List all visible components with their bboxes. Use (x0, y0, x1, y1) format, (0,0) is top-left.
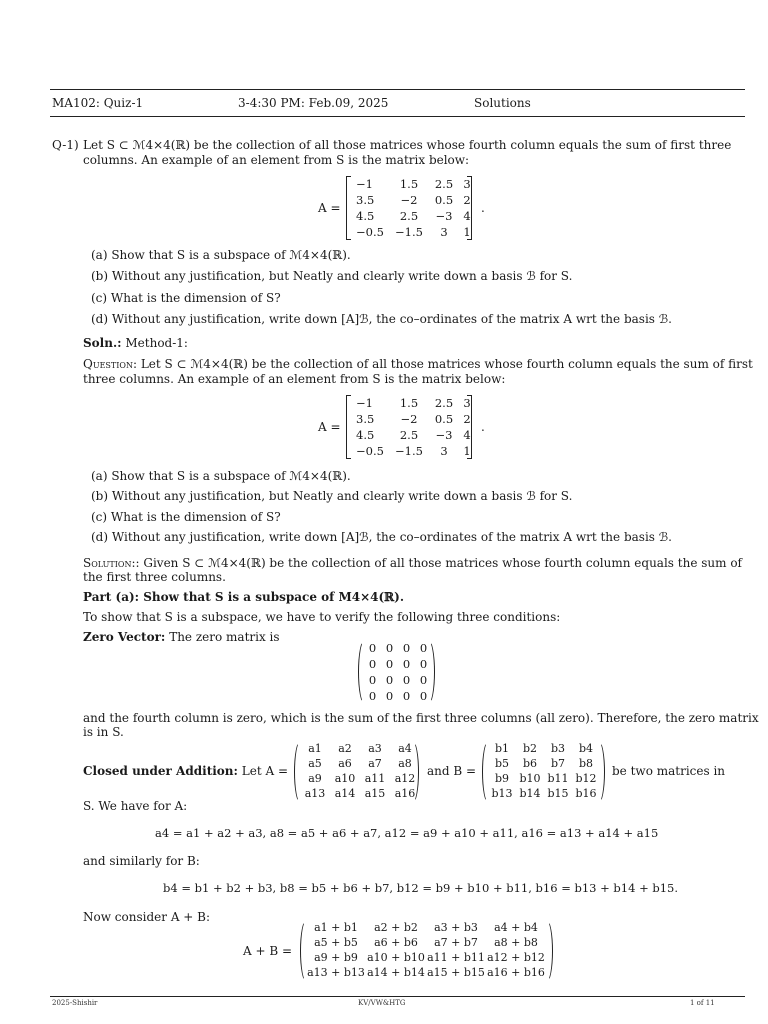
matrix-cell: −3 (435, 428, 453, 442)
matrix-a-lhs-repeat: A = (318, 420, 341, 434)
matrix-cell: a5 + b5 (314, 936, 358, 949)
matrix-cell: 0 (385, 641, 394, 655)
footer-page: 1 of 11 (690, 999, 715, 1007)
solution-line-1: Given S ⊂ ℳ4×4(ℝ) be the collection of all those matrices whose fourth column equals the sum of (143, 556, 742, 570)
matrix-cell: b4 (578, 742, 594, 755)
matrix-cell: a15 (364, 787, 386, 800)
now-consider: Now consider A + B: (83, 910, 211, 924)
matrix-cell: a1 (308, 742, 322, 755)
matrix-cell: 1 (463, 225, 471, 239)
matrix-cell: b2 (522, 742, 538, 755)
question-repeat-label: Question: (83, 357, 137, 371)
matrix-cell: a1 + b1 (314, 921, 358, 934)
matrix-cell: 3.5 (356, 412, 375, 426)
matrix-cell: 2.5 (434, 177, 454, 191)
matrix-cell: b8 (578, 757, 594, 770)
question-line-2: columns. An example of an element from S is the matrix below: (83, 153, 470, 167)
matrix-cell: 4 (463, 209, 471, 223)
be-two-matrices: be two matrices in (612, 764, 726, 778)
matrix-cell: 0 (368, 641, 377, 655)
repeat-part-d: (d) Without any justification, write down [A]ℬ, the co–ordinates of the matrix A wrt the basis ℬ. (91, 530, 672, 544)
question-repeat-line-1: Let S ⊂ ℳ4×4(ℝ) be the collection of all those matrices whose fourth column equals the sum of first (140, 357, 753, 371)
matrix-cell: −2 (400, 193, 418, 207)
matrix-a-symbolic (294, 741, 420, 803)
soln-method: Method-1: (125, 336, 188, 350)
matrix-cell: −0.5 (356, 225, 384, 239)
paren-right (546, 920, 553, 982)
matrix-cell: 0 (385, 673, 394, 687)
footer-rule (50, 996, 745, 997)
matrix-cell: a16 (394, 787, 416, 800)
matrix-cell: 3 (463, 177, 471, 191)
header-top-rule (50, 89, 745, 90)
solution-label: Solution:: (83, 556, 140, 570)
matrix-cell: 0 (402, 657, 411, 671)
matrix-b-symbolic (482, 741, 608, 803)
matrix-cell: a14 + b14 (367, 966, 425, 979)
equation-b: b4 = b1 + b2 + b3, b8 = b5 + b6 + b7, b12 = b9 + b10 + b11, b16 = b13 + b14 + b15. (163, 881, 679, 895)
matrix-cell: 3.5 (356, 193, 375, 207)
solution-line-2: the first three columns. (83, 570, 226, 584)
matrix-cell: 1.5 (399, 177, 419, 191)
matrix-cell: a9 + b9 (314, 951, 358, 964)
matrix-cell: a6 (338, 757, 352, 770)
matrix-cell: a4 + b4 (494, 921, 538, 934)
matrix-cell: 0.5 (434, 412, 454, 426)
matrix-cell: 0 (402, 689, 411, 703)
matrix-cell: a8 (398, 757, 412, 770)
equation-a: a4 = a1 + a2 + a3, a8 = a5 + a6 + a7, a12 = a9 + a10 + a11, a16 = a13 + a14 + a15 (155, 826, 659, 840)
matrix-cell: −1.5 (395, 444, 423, 458)
matrix-cell: b1 (494, 742, 510, 755)
after-zero-line-2: is in S. (83, 725, 124, 739)
matrix-cell: a5 (308, 757, 322, 770)
matrix-cell: 3 (440, 225, 448, 239)
matrix-cell: 0 (385, 657, 394, 671)
question-number: Q-1) (52, 138, 79, 152)
matrix-cell: 0 (385, 689, 394, 703)
matrix-cell: a12 (394, 772, 416, 785)
header-title: Solutions (474, 96, 531, 110)
matrix-cell: 2.5 (434, 396, 454, 410)
matrix-cell: b14 (519, 787, 541, 800)
matrix-cell: 0 (368, 673, 377, 687)
matrix-cell: b6 (522, 757, 538, 770)
matrix-a-lhs: A = (318, 201, 341, 215)
repeat-part-b: (b) Without any justification, but Neatly and clearly write down a basis ℬ for S. (91, 489, 573, 503)
question-part-d: (d) Without any justification, write down [A]ℬ, the co–ordinates of the matrix A wrt the basis ℬ. (91, 312, 672, 326)
bracket-right (467, 176, 472, 240)
period: . (481, 201, 485, 215)
matrix-cell: 2.5 (399, 428, 419, 442)
part-a-heading: Part (a): Show that S is a subspace of M4×4(ℝ). (83, 590, 405, 604)
matrix-cell: 0 (419, 657, 428, 671)
period: . (481, 420, 485, 434)
footer-left: 2025-Shishir (52, 999, 98, 1007)
bracket-left (346, 176, 351, 240)
matrix-cell: 2.5 (399, 209, 419, 223)
matrix-a-repeat (346, 395, 478, 459)
question-line-1: Let S ⊂ ℳ4×4(ℝ) be the collection of all those matrices whose fourth column equals the sum of first three (83, 138, 732, 152)
matrix-a (346, 176, 478, 240)
matrix-cell: a11 + b11 (427, 951, 485, 964)
question-part-c: (c) What is the dimension of S? (91, 291, 281, 305)
paren-right (598, 741, 605, 803)
matrix-cell: 0.5 (434, 193, 454, 207)
matrix-cell: −3 (435, 209, 453, 223)
question-repeat-line-2: three columns. An example of an element from S is the matrix below: (83, 372, 506, 386)
bracket-right (467, 395, 472, 459)
matrix-cell: a12 + b12 (487, 951, 545, 964)
matrix-cell: 0 (368, 657, 377, 671)
matrix-cell: 0 (402, 641, 411, 655)
matrix-cell: 0 (419, 641, 428, 655)
matrix-cell: a4 (398, 742, 412, 755)
matrix-cell: 2 (463, 412, 471, 426)
matrix-cell: 2 (463, 193, 471, 207)
matrix-cell: a13 + b13 (307, 966, 365, 979)
question-part-a: (a) Show that S is a subspace of ℳ4×4(ℝ). (91, 248, 351, 262)
matrix-cell: 4.5 (356, 428, 375, 442)
matrix-cell: b15 (547, 787, 569, 800)
and-b-equals: and B = (427, 764, 477, 778)
matrix-cell: a16 + b16 (487, 966, 545, 979)
matrix-cell: a8 + b8 (494, 936, 538, 949)
matrix-cell: b9 (494, 772, 510, 785)
matrix-cell: 3 (463, 396, 471, 410)
repeat-part-c: (c) What is the dimension of S? (91, 510, 281, 524)
matrix-cell: b12 (575, 772, 597, 785)
header-time: 3-4:30 PM: Feb.09, 2025 (238, 96, 389, 110)
matrix-cell: −1 (356, 177, 373, 191)
matrix-cell: b5 (494, 757, 510, 770)
matrix-cell: 4.5 (356, 209, 375, 223)
sum-lhs: A + B = (243, 944, 293, 958)
matrix-cell: −1 (356, 396, 373, 410)
matrix-cell: a14 (334, 787, 356, 800)
matrix-cell: 1.5 (399, 396, 419, 410)
repeat-part-a: (a) Show that S is a subspace of ℳ4×4(ℝ). (91, 469, 351, 483)
header-bottom-rule (50, 116, 745, 117)
matrix-cell: a2 (338, 742, 352, 755)
matrix-cell: b7 (550, 757, 566, 770)
soln-label: Soln.: (83, 336, 122, 350)
matrix-cell: 0 (368, 689, 377, 703)
header-course: MA102: Quiz-1 (52, 96, 144, 110)
matrix-cell: −0.5 (356, 444, 384, 458)
matrix-cell: a2 + b2 (374, 921, 418, 934)
matrix-cell: a10 + b10 (367, 951, 425, 964)
similarly-for-b: and similarly for B: (83, 854, 200, 868)
matrix-cell: 4 (463, 428, 471, 442)
matrix-sum (300, 920, 556, 982)
matrix-cell: b11 (547, 772, 569, 785)
we-have-for-a: S. We have for A: (83, 799, 188, 813)
paren-right (428, 640, 435, 704)
zero-vector-label: Zero Vector: (83, 630, 166, 644)
matrix-cell: −1.5 (395, 225, 423, 239)
matrix-cell: a15 + b15 (427, 966, 485, 979)
matrix-cell: b3 (550, 742, 566, 755)
matrix-cell: 3 (440, 444, 448, 458)
matrix-cell: a13 (304, 787, 326, 800)
footer-center: KV/VW&HTG (358, 999, 406, 1007)
matrix-cell: 0 (419, 673, 428, 687)
matrix-cell: a9 (308, 772, 322, 785)
matrix-cell: 1 (463, 444, 471, 458)
closed-addition-label: Closed under Addition: (83, 764, 238, 778)
matrix-cell: a10 (334, 772, 356, 785)
zero-vector-text: The zero matrix is (169, 630, 280, 644)
after-zero-line-1: and the fourth column is zero, which is the sum of the first three columns (all zero). Therefore, the zero matrix (83, 711, 759, 725)
question-part-b: (b) Without any justification, but Neatly and clearly write down a basis ℬ for S. (91, 269, 573, 283)
matrix-cell: 0 (419, 689, 428, 703)
matrix-cell: a7 (368, 757, 382, 770)
matrix-cell: b13 (491, 787, 513, 800)
matrix-cell: a7 + b7 (434, 936, 478, 949)
closed-addition-let: Let A = (241, 764, 289, 778)
matrix-cell: a6 + b6 (374, 936, 418, 949)
matrix-cell: b10 (519, 772, 541, 785)
zero-matrix (358, 640, 438, 704)
matrix-cell: a3 + b3 (434, 921, 478, 934)
bracket-left (346, 395, 351, 459)
verify-intro: To show that S is a subspace, we have to verify the following three conditions: (83, 610, 561, 624)
matrix-cell: b16 (575, 787, 597, 800)
matrix-cell: 0 (402, 673, 411, 687)
matrix-cell: a11 (364, 772, 386, 785)
matrix-cell: a3 (368, 742, 382, 755)
matrix-cell: −2 (400, 412, 418, 426)
